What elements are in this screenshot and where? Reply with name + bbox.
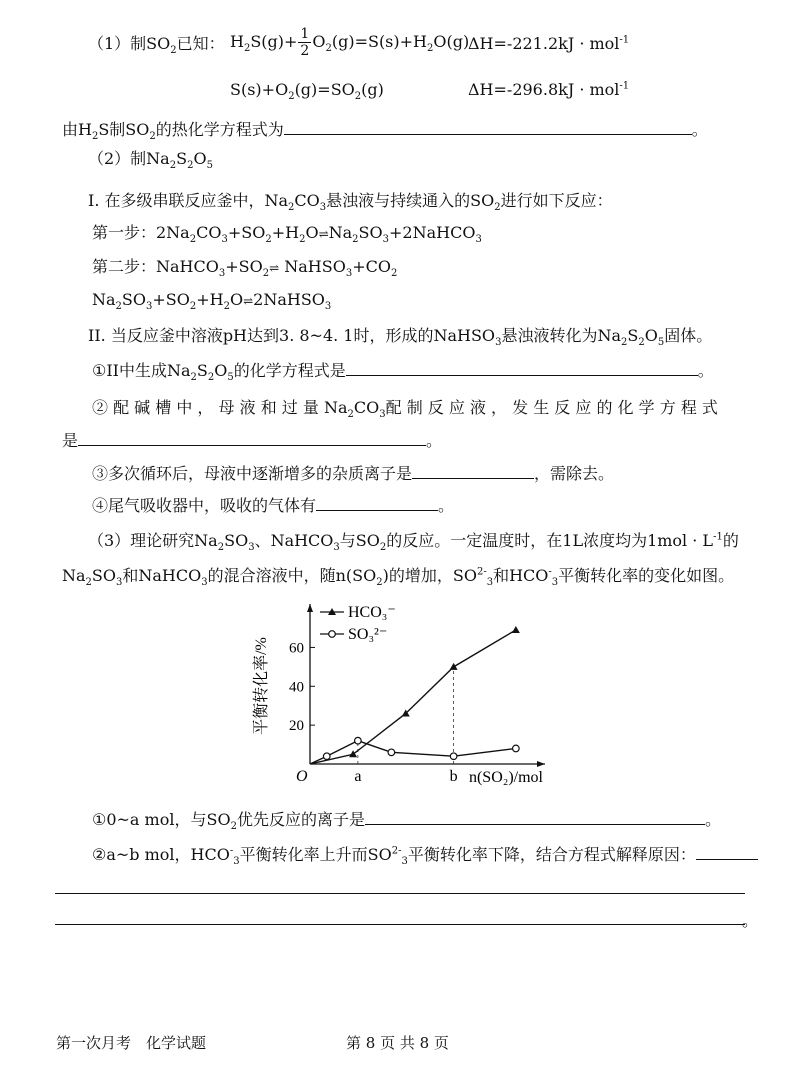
q2-sub2-line2: 是 。 bbox=[62, 431, 443, 450]
answer-blank[interactable] bbox=[346, 359, 698, 376]
legend-label: SO₃²⁻ bbox=[348, 626, 388, 643]
x-axis-arrow bbox=[537, 761, 545, 767]
q3-sub1: ①0~a mol，与$SO_2$优先反应的离子是 。 bbox=[92, 810, 721, 833]
x-tick-label: b bbox=[449, 768, 458, 785]
footer-exam-title: 第一次月考 化学试题 bbox=[56, 1034, 207, 1052]
q1-label-line: （1）制$SO_2$已知： bbox=[88, 34, 225, 57]
q2-step-I: I. 在多级串联反应釜中，$Na_2CO_3$悬浊液与持续通入的$SO_2$进行如下反应： bbox=[88, 191, 613, 214]
q2-label: （2）制$Na_2S_2O_5$ bbox=[88, 149, 213, 172]
answer-blank[interactable] bbox=[284, 118, 692, 135]
conversion-rate-chart bbox=[240, 594, 560, 794]
x-tick-label: a bbox=[354, 768, 362, 785]
q2-second-step-b: $Na_2SO_3+SO_2+H_2O\rightleftharpoons 2NaHSO_3$ bbox=[92, 290, 332, 313]
y-tick-label: 20 bbox=[289, 718, 304, 735]
q2-sub2: ② 配 碱 槽 中 ， 母 液 和 过 量 $Na_2CO_3$配 制 反 应 液 ， 发 生 反 应 的 化 学 方 程 式 bbox=[92, 398, 718, 421]
end-period: 。 bbox=[742, 911, 759, 930]
data-point-so3 bbox=[450, 753, 457, 760]
q2-sub4: ④尾气吸收器中，吸收的气体有 。 bbox=[92, 496, 455, 515]
origin-label: O bbox=[296, 768, 308, 785]
equation-2-enthalpy: ΔH=-296.8kJ · mol$^{-1}$ bbox=[468, 80, 630, 99]
x-axis-label: n(SO₂)/mol bbox=[468, 769, 543, 786]
answer-rule[interactable] bbox=[55, 893, 745, 894]
answer-blank[interactable] bbox=[78, 429, 426, 446]
answer-blank[interactable] bbox=[412, 462, 534, 479]
q2-sub3: ③多次循环后，母液中逐渐增多的杂质离子是 ，需除去。 bbox=[92, 464, 615, 483]
equation-1-enthalpy: ΔH=-221.2kJ · mol$^{-1}$ bbox=[468, 34, 630, 53]
data-point-so3 bbox=[355, 737, 362, 744]
data-point-so3 bbox=[323, 753, 330, 760]
q3-intro-line2: $Na_2SO_3$和NaHCO$_3$的混合溶液中，随$n(SO_2)$的增加，$SO^{2-}_3$和$HCO^-_3$平衡转化率的变化如图。 bbox=[62, 566, 735, 589]
series-line-so3 bbox=[310, 741, 516, 764]
answer-blank[interactable] bbox=[696, 843, 758, 860]
q2-first-step: 第一步：$2Na_2CO_3+SO_2+H_2O\rightleftharpoons Na_2SO_3+2NaHCO_3$ bbox=[92, 223, 482, 246]
q3-sub2: ②a~b mol，$HCO^-_3$平衡转化率上升而$SO^{2-}_3$平衡转化率下降，结合方程式解释原因： bbox=[92, 843, 758, 866]
footer-page-number: 第 8 页 共 8 页 bbox=[346, 1034, 449, 1052]
series-line-hco3 bbox=[310, 630, 516, 764]
data-point-hco3 bbox=[450, 663, 458, 670]
data-point-hco3 bbox=[512, 626, 520, 633]
q2-step-II: II. 当反应釜中溶液pH达到3. 8~4. 1时，形成的NaHSO$_3$悬浊液转化为$Na_2S_2O_5$固体。 bbox=[88, 326, 713, 349]
equation-2: $S(s)+O_2(g)=SO_2(g)$ bbox=[230, 80, 384, 103]
answer-blank[interactable] bbox=[365, 808, 705, 825]
y-tick-label: 40 bbox=[289, 679, 304, 696]
y-axis-label: 平衡转化率/% bbox=[253, 637, 270, 735]
q3-intro: （3）理论研究$Na_2SO_3$、NaHCO$_3$与$SO_2$的反应。一定温度时，在1L浓度均为$1mol \cdot L^{-1}$的 bbox=[88, 531, 739, 554]
legend-marker bbox=[329, 631, 336, 638]
answer-rule[interactable] bbox=[55, 924, 745, 925]
legend-label: HCO₃⁻ bbox=[348, 604, 396, 621]
data-point-so3 bbox=[388, 749, 395, 756]
y-tick-label: 60 bbox=[289, 640, 304, 657]
answer-blank[interactable] bbox=[316, 494, 438, 511]
equation-1: $H_2S(g)+$ $\frac{1}{2}$ $O_2(g)=S(s)+H_2O(g)$ bbox=[230, 26, 470, 59]
q1-prompt: 由$H_2S$制$SO_2$的热化学方程式为 。 bbox=[62, 120, 708, 143]
q2-sub1: ①II中生成$Na_2S_2O_5$的化学方程式是 。 bbox=[92, 361, 714, 384]
fraction-half: $\frac{1}{2}$ bbox=[300, 26, 310, 59]
y-axis-arrow bbox=[307, 604, 313, 612]
q2-second-step: 第二步：$NaHCO_3+SO_2\rightleftharpoons$ $NaHSO_3+CO_2$ bbox=[92, 257, 398, 280]
data-point-so3 bbox=[513, 745, 520, 752]
